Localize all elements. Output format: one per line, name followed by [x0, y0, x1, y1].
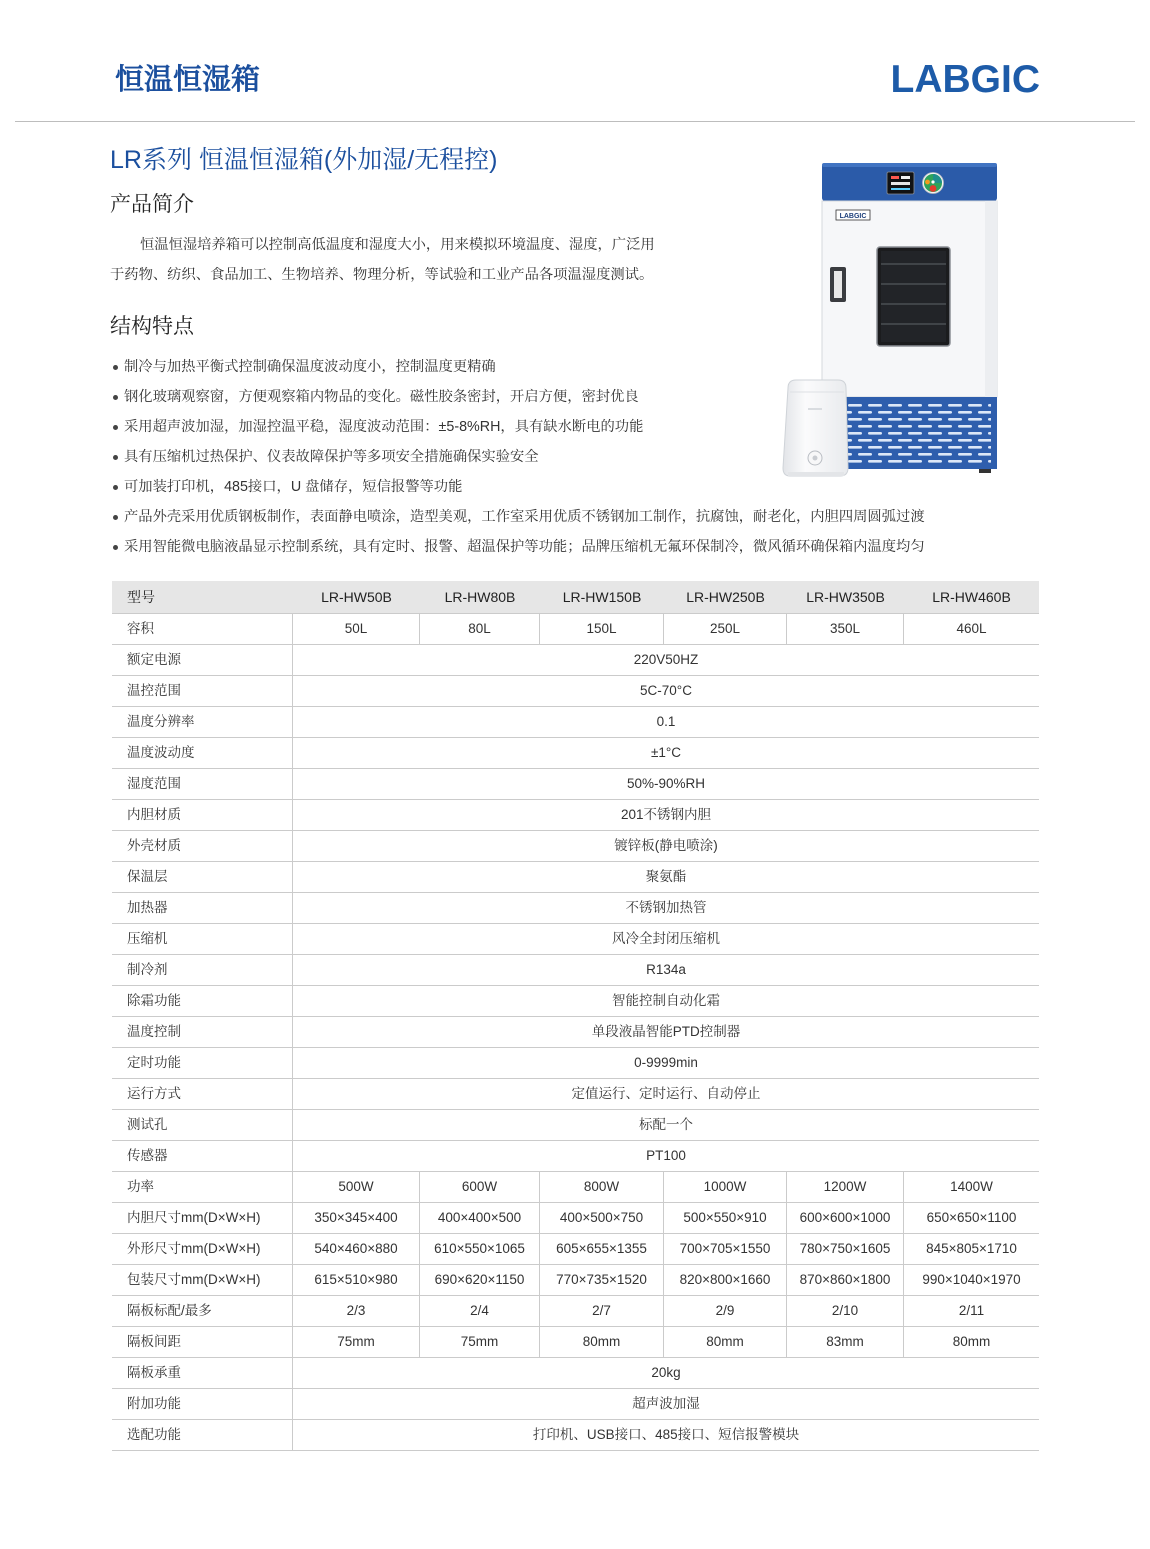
spec-value-cell: 220V50HZ	[633, 652, 699, 667]
spec-value-cell: R134a	[646, 962, 686, 977]
feature-text: 采用智能微电脑液晶显示控制系统，具有定时、报警、超温保护等功能；品牌压缩机无氟环保制冷，微风循环确保箱内温度均匀	[124, 539, 925, 555]
spec-value-cell: 75mm	[293, 1327, 420, 1357]
spec-label-cell: 隔板标配/最多	[112, 1296, 293, 1326]
intro-paragraph-line: 于药物、纺织、食品加工、生物培养、物理分析，等试验和工业产品各项温湿度测试。	[110, 267, 654, 283]
feature-text: 可加装打印机，485接口，U 盘储存，短信报警等功能	[124, 479, 463, 495]
product-image	[780, 160, 1002, 482]
spec-row	[112, 738, 1039, 769]
spec-value-cell: 700×705×1550	[664, 1234, 787, 1264]
spec-label-cell: 温度波动度	[112, 738, 293, 768]
spec-value-cell: 80mm	[540, 1327, 664, 1357]
observation-window	[877, 247, 950, 346]
spec-value-cell: 650×650×1100	[926, 1210, 1017, 1225]
spec-value-cell: 0.1	[656, 714, 676, 729]
feature-text: 采用超声波加湿，加湿控温平稳，湿度波动范围：±5-8%RH，具有缺水断电的功能	[124, 419, 644, 435]
model-header-cell: LR-HW50B	[321, 589, 392, 605]
spec-value-cell: 845×805×1710	[926, 1241, 1017, 1256]
spec-value-cell: 75mm	[420, 1327, 540, 1357]
spec-value-cell: 1400W	[950, 1179, 993, 1194]
spec-value-cell: 820×800×1660	[664, 1265, 787, 1295]
spec-label-cell: 功率	[112, 1172, 293, 1202]
spec-label-cell: 隔板间距	[112, 1327, 293, 1357]
bullet-dot	[113, 515, 118, 520]
intro-paragraph-line: 恒温恒湿培养箱可以控制高低温度和湿度大小，用来模拟环境温度、湿度，广泛用	[140, 237, 655, 253]
incubator-image	[822, 163, 997, 473]
spec-value-cell: PT100	[646, 1148, 686, 1163]
spec-row	[112, 800, 1039, 831]
spec-value-cell: 0-9999min	[634, 1055, 698, 1070]
bullet-dot	[113, 395, 118, 400]
control-panel	[822, 163, 997, 201]
spec-value-cell: 20kg	[651, 1365, 681, 1380]
spec-value-cell: 150L	[540, 614, 664, 644]
spec-row	[112, 1048, 1039, 1079]
spec-label-cell: 运行方式	[112, 1079, 293, 1109]
spec-value-cell: 50%-90%RH	[626, 776, 706, 791]
spec-label-cell: 温控范围	[112, 676, 293, 706]
model-header-cell: LR-HW80B	[444, 589, 516, 605]
bullet-dot	[113, 485, 118, 490]
spec-value-cell: 1000W	[664, 1172, 787, 1202]
spec-label-cell: 温度分辨率	[112, 707, 293, 737]
spec-label-cell: 外形尺寸mm(D×W×H)	[112, 1234, 293, 1264]
door-handle	[830, 267, 846, 302]
spec-value-cell: 350×345×400	[293, 1203, 420, 1233]
spec-row	[112, 1265, 1039, 1296]
spec-value-cell: 600W	[420, 1172, 540, 1202]
spec-value-cell: 540×460×880	[293, 1234, 420, 1264]
spec-value-cell: 615×510×980	[293, 1265, 420, 1295]
spec-value-cell: 2/3	[293, 1296, 420, 1326]
spec-value-cell: 600×600×1000	[787, 1203, 904, 1233]
spec-value-cell: 500×550×910	[664, 1203, 787, 1233]
feature-item	[110, 502, 925, 532]
spec-row	[112, 1420, 1039, 1451]
feature-item	[110, 532, 925, 562]
spec-row	[112, 1141, 1039, 1172]
spec-row	[112, 1327, 1039, 1358]
spec-value-cell: 500W	[293, 1172, 420, 1202]
spec-row	[112, 1172, 1039, 1203]
product-title: LR系列 恒温恒湿箱(外加湿/无程控)	[110, 146, 498, 174]
spec-value-cell: 5C-70°C	[640, 683, 692, 698]
spec-value-cell: 780×750×1605	[787, 1234, 904, 1264]
spec-value-cell: 460L	[956, 621, 987, 636]
model-header-cell: LR-HW460B	[932, 589, 1011, 605]
spec-value-cell: 690×620×1150	[420, 1265, 540, 1295]
header-label-cell: 型号	[127, 589, 155, 605]
table-header-row	[112, 581, 1039, 614]
spec-value-cell: 800W	[540, 1172, 664, 1202]
header-divider	[15, 121, 1135, 122]
spec-row	[112, 769, 1039, 800]
spec-value-cell: 83mm	[787, 1327, 904, 1357]
spec-value-cell: 标配一个	[639, 1117, 693, 1132]
spec-value-cell: 400×400×500	[420, 1203, 540, 1233]
spec-label-cell: 保温层	[112, 862, 293, 892]
control-knob-icon	[923, 173, 944, 194]
spec-value-cell: 2/9	[664, 1296, 787, 1326]
spec-value-cell: 50L	[293, 614, 420, 644]
spec-label-cell: 额定电源	[112, 645, 293, 675]
spec-label-cell: 定时功能	[112, 1048, 293, 1078]
spec-label-cell: 温度控制	[112, 1017, 293, 1047]
spec-table	[112, 581, 1039, 1451]
spec-row	[112, 1296, 1039, 1327]
spec-row	[112, 893, 1039, 924]
spec-value-cell: 单段液晶智能PTD控制器	[591, 1024, 741, 1039]
spec-value-cell: 风冷全封闭压缩机	[612, 931, 720, 946]
spec-label-cell: 内胆材质	[112, 800, 293, 830]
spec-row	[112, 707, 1039, 738]
spec-value-cell: ±1°C	[650, 745, 682, 760]
spec-value-cell: 打印机、USB接口、485接口、短信报警模块	[532, 1427, 800, 1442]
display-screen	[887, 172, 914, 194]
spec-label-cell: 除霜功能	[112, 986, 293, 1016]
spec-row	[112, 1110, 1039, 1141]
feature-text: 制冷与加热平衡式控制确保温度波动度小，控制温度更精确	[124, 359, 496, 375]
spec-value-cell: 2/11	[958, 1303, 985, 1318]
spec-row	[112, 1358, 1039, 1389]
spec-value-cell: 定值运行、定时运行、自动停止	[571, 1086, 761, 1101]
spec-label-cell: 传感器	[112, 1141, 293, 1171]
model-header-cell: LR-HW350B	[806, 589, 885, 605]
spec-label-cell: 隔板承重	[112, 1358, 293, 1388]
spec-label-cell: 加热器	[112, 893, 293, 923]
spec-value-cell: 990×1040×1970	[922, 1272, 1021, 1287]
spec-value-cell: 不锈钢加热管	[625, 900, 707, 915]
bullet-dot	[113, 365, 118, 370]
spec-value-cell: 1200W	[787, 1172, 904, 1202]
model-header-cell: LR-HW250B	[686, 589, 765, 605]
spec-row	[112, 645, 1039, 676]
spec-value-cell: 2/10	[787, 1296, 904, 1326]
spec-value-cell: 聚氨酯	[645, 869, 687, 884]
spec-value-cell: 80L	[420, 614, 540, 644]
spec-value-cell: 201不锈钢内胆	[620, 807, 712, 822]
feature-text: 钢化玻璃观察窗，方便观察箱内物品的变化。磁性胶条密封，开启方便，密封优良	[124, 389, 639, 405]
spec-row	[112, 1017, 1039, 1048]
spec-value-cell: 2/4	[420, 1296, 540, 1326]
spec-value-cell: 智能控制自动化霜	[612, 993, 720, 1008]
spec-value-cell: 770×735×1520	[540, 1265, 664, 1295]
spec-label-cell: 附加功能	[112, 1389, 293, 1419]
features-heading: 结构特点	[110, 315, 194, 338]
spec-label-cell: 压缩机	[112, 924, 293, 954]
spec-row	[112, 862, 1039, 893]
page-title: 恒温恒湿箱	[115, 64, 261, 96]
svg-text:LABGIC: LABGIC	[839, 213, 867, 220]
model-header-cell: LR-HW150B	[562, 589, 642, 605]
bullet-dot	[113, 545, 118, 550]
spec-row	[112, 1203, 1039, 1234]
spec-row	[112, 924, 1039, 955]
spec-value-cell: 80mm	[664, 1327, 787, 1357]
intro-heading: 产品简介	[110, 193, 194, 216]
spec-row	[112, 986, 1039, 1017]
bullet-dot	[113, 455, 118, 460]
spec-value-cell: 605×655×1355	[540, 1234, 664, 1264]
spec-row	[112, 1234, 1039, 1265]
spec-value-cell: 400×500×750	[540, 1203, 664, 1233]
spec-label-cell: 包装尺寸mm(D×W×H)	[112, 1265, 293, 1295]
spec-row	[112, 955, 1039, 986]
spec-value-cell: 610×550×1065	[420, 1234, 540, 1264]
feature-text: 具有压缩机过热保护、仪表故障保护等多项安全措施确保实验安全	[124, 449, 539, 465]
bullet-dot	[113, 425, 118, 430]
spec-row	[112, 1389, 1039, 1420]
spec-value-cell: 870×860×1800	[787, 1265, 904, 1295]
spec-row	[112, 676, 1039, 707]
humidifier-image	[783, 380, 848, 476]
spec-label-cell: 内胆尺寸mm(D×W×H)	[112, 1203, 293, 1233]
spec-label-cell: 外壳材质	[112, 831, 293, 861]
spec-label-cell: 容积	[112, 614, 293, 644]
spec-value-cell: 80mm	[952, 1334, 991, 1349]
spec-label-cell: 湿度范围	[112, 769, 293, 799]
spec-label-cell: 选配功能	[112, 1420, 293, 1450]
spec-value-cell: 250L	[664, 614, 787, 644]
device-brand-label	[836, 210, 870, 220]
spec-value-cell: 350L	[787, 614, 904, 644]
feature-text: 产品外壳采用优质钢板制作，表面静电喷涂，造型美观，工作室采用优质不锈钢加工制作，抗腐蚀，耐老化，内胆四周圆弧过渡	[124, 509, 925, 525]
spec-row	[112, 614, 1039, 645]
spec-row	[112, 1079, 1039, 1110]
spec-label-cell: 制冷剂	[112, 955, 293, 985]
spec-row	[112, 831, 1039, 862]
spec-value-cell: 2/7	[540, 1296, 664, 1326]
brand-logo: LABGIC	[890, 58, 1040, 101]
spec-value-cell: 超声波加湿	[632, 1396, 700, 1411]
spec-label-cell: 测试孔	[112, 1110, 293, 1140]
spec-value-cell: 镀锌板(静电喷涂)	[614, 838, 718, 853]
